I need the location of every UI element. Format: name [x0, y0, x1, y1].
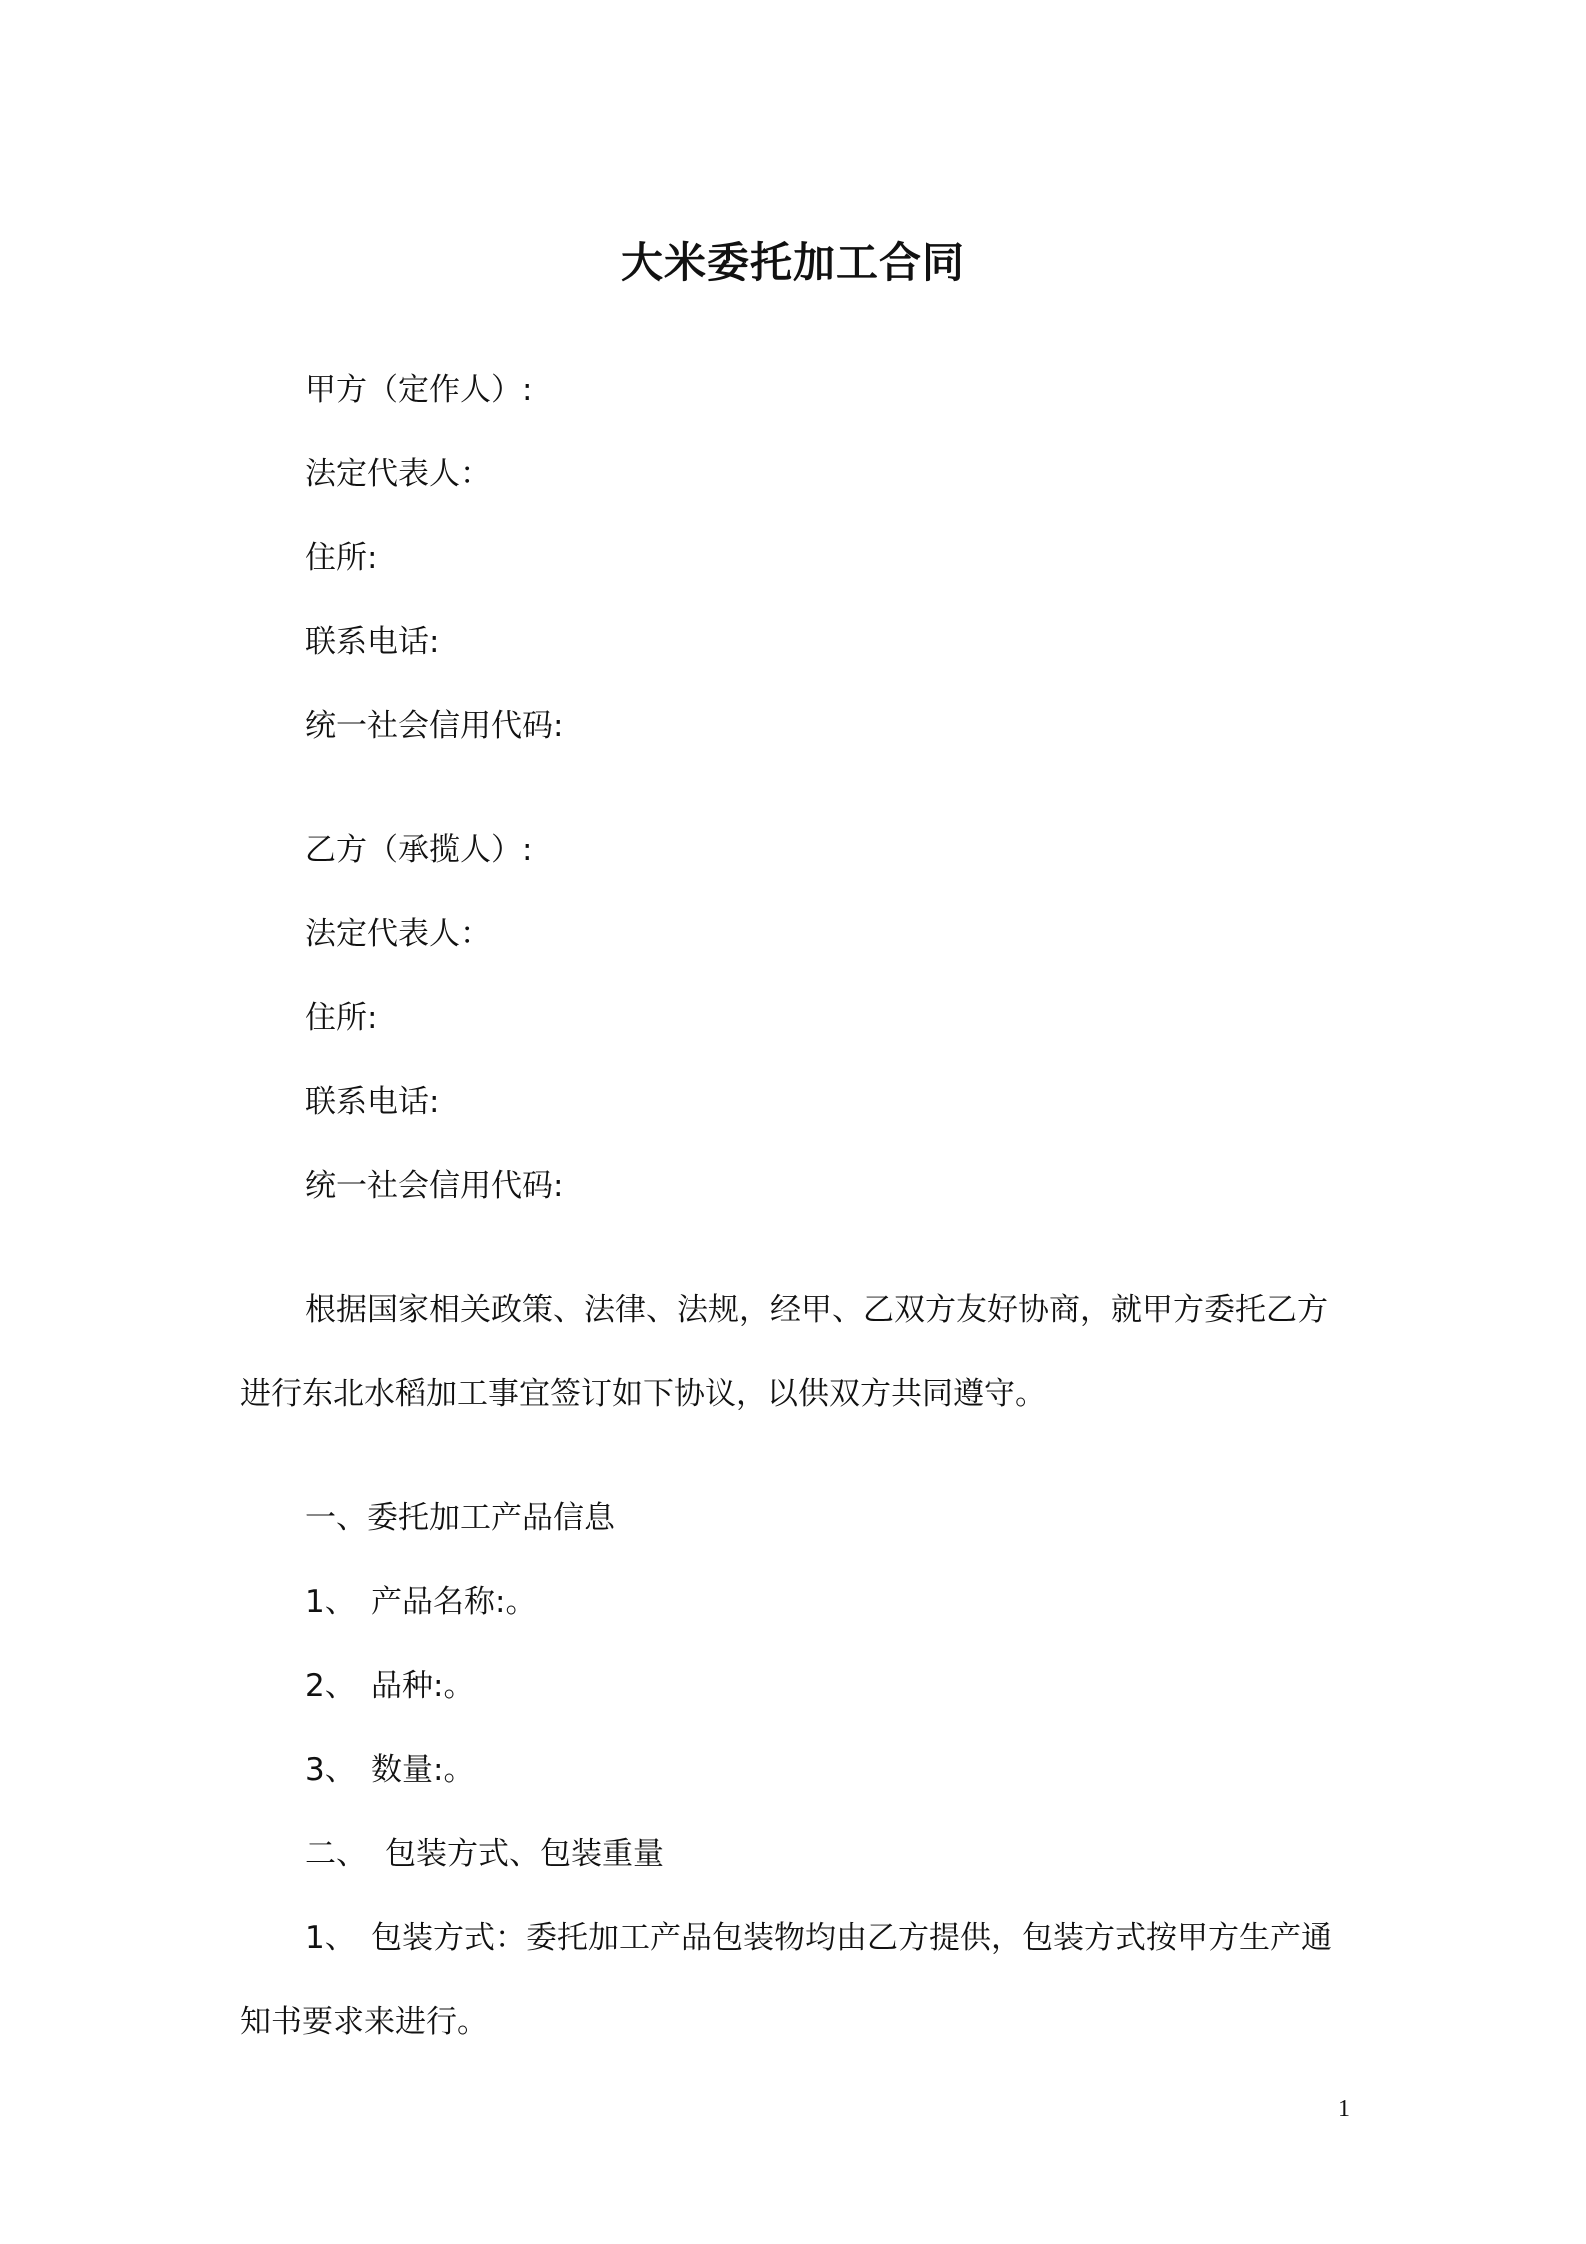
- party-a-legal-rep: 法定代表人：: [305, 456, 491, 492]
- section-title: 包装方式、包装重量: [385, 1836, 664, 1872]
- section-1-heading: 一、委托加工产品信息: [305, 1500, 615, 1536]
- party-b-phone: 联系电话:: [305, 1084, 440, 1120]
- section-2-item-1-line-1: [305, 1918, 1332, 1958]
- section-2-item-1-line-2: 知书要求来进行。: [240, 2004, 488, 2040]
- party-a-heading: 甲方（定作人）:: [305, 372, 533, 408]
- item-text: 产品名称:。: [371, 1584, 537, 1620]
- party-a-phone: 联系电话:: [305, 624, 440, 660]
- party-a-credit-code: 统一社会信用代码:: [305, 708, 564, 744]
- item-number: 2、: [305, 1668, 356, 1704]
- item-number: 3、: [305, 1752, 356, 1788]
- section-1-item: [305, 1666, 474, 1706]
- section-1-item: [305, 1582, 536, 1622]
- party-b-legal-rep: 法定代表人：: [305, 916, 491, 952]
- party-b-address: 住所:: [305, 1000, 378, 1036]
- item-text: 数量:。: [371, 1752, 475, 1788]
- preamble-line-1: 根据国家相关政策、法律、法规，经甲、乙双方友好协商，就甲方委托乙方: [305, 1292, 1328, 1328]
- item-text: 包装方式：委托加工产品包装物均由乙方提供，包装方式按甲方生产通: [371, 1920, 1332, 1956]
- section-1-item: [305, 1750, 474, 1790]
- item-text: 品种:。: [371, 1668, 475, 1704]
- party-a-address: 住所:: [305, 540, 378, 576]
- item-number: 1、: [305, 1920, 356, 1956]
- item-number: 1、: [305, 1584, 356, 1620]
- party-b-heading: 乙方（承揽人）:: [305, 832, 533, 868]
- section-2-heading: [305, 1834, 664, 1874]
- page-number: 1: [1338, 2096, 1350, 2122]
- document-title: 大米委托加工合同: [620, 238, 965, 287]
- section-number: 二、: [305, 1836, 367, 1872]
- preamble-line-2: 进行东北水稻加工事宜签订如下协议，以供双方共同遵守。: [240, 1376, 1046, 1412]
- party-b-credit-code: 统一社会信用代码:: [305, 1168, 564, 1204]
